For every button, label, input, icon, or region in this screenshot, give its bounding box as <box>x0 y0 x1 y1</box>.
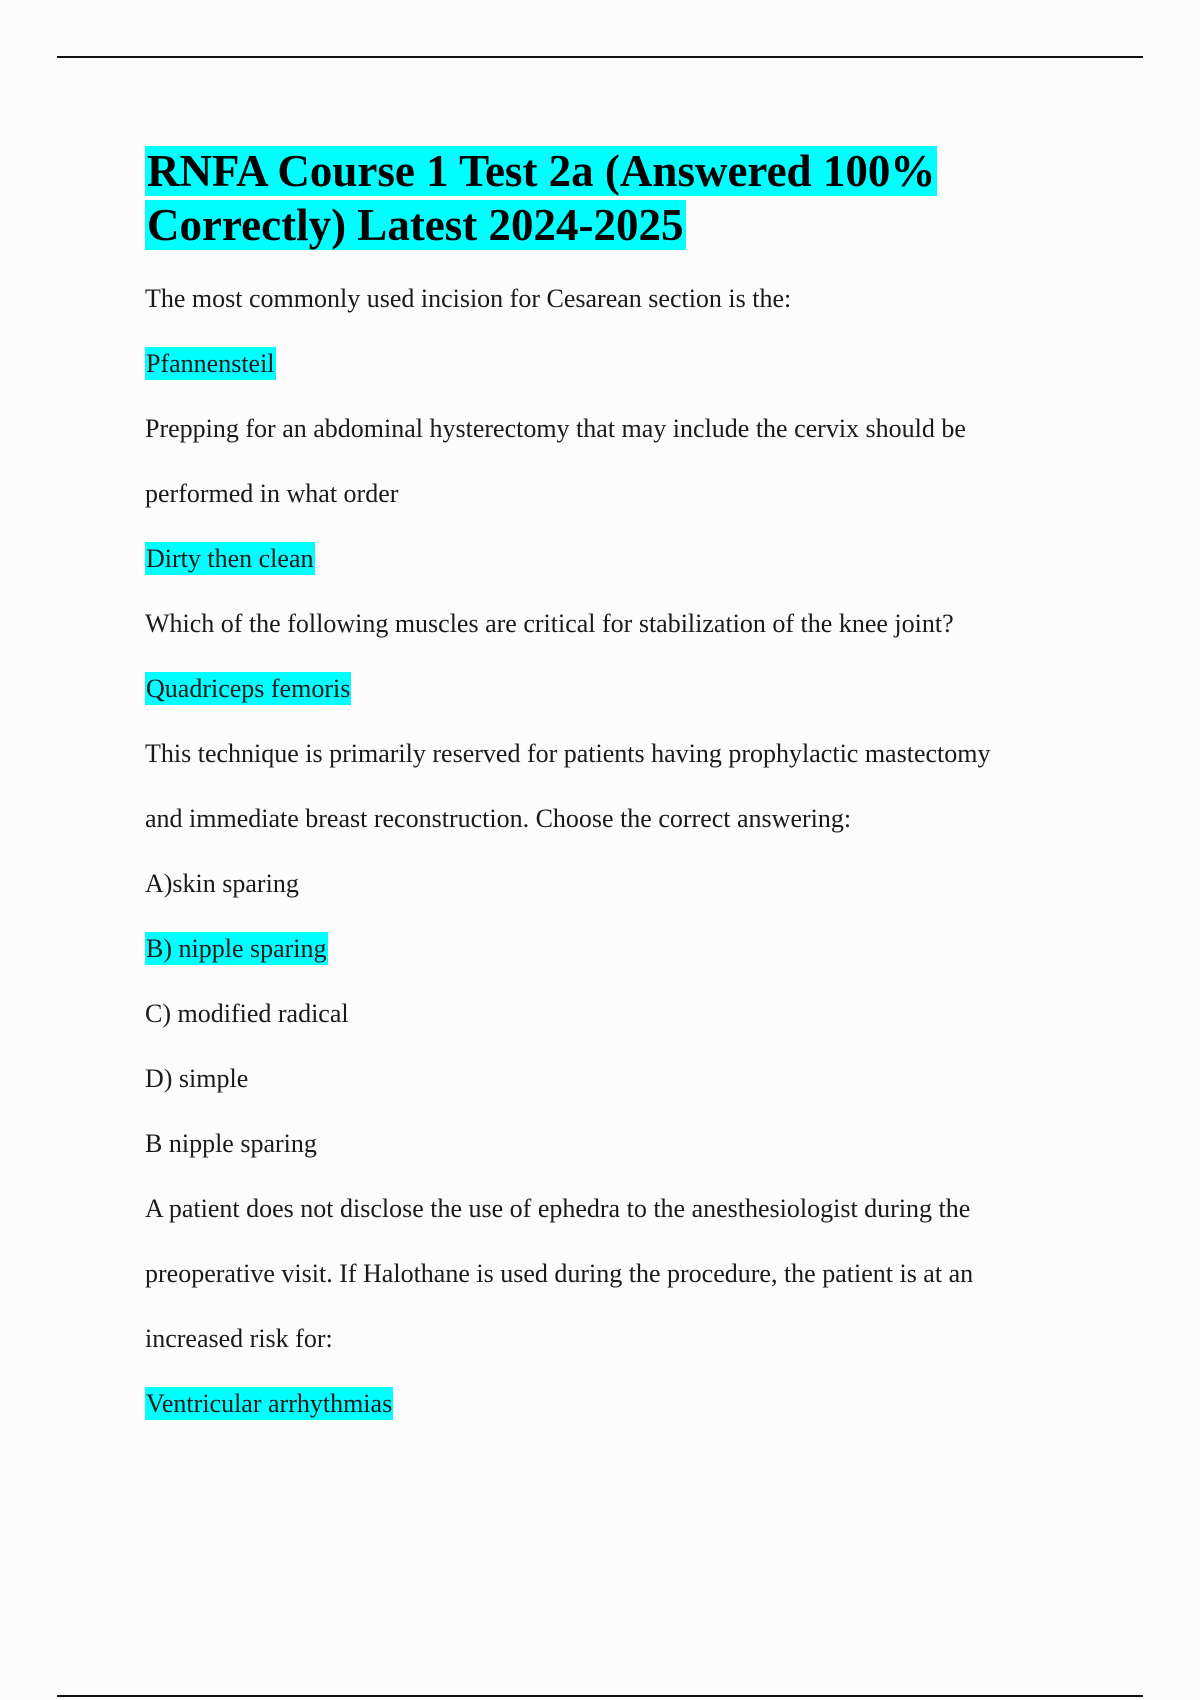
answer-highlight: Pfannensteil <box>146 349 275 378</box>
option-a: A)skin sparing <box>145 869 299 898</box>
answer-1 <box>145 331 1105 396</box>
answer-3 <box>145 656 1105 721</box>
question-3: Which of the following muscles are critical for stabilization of the knee joint? <box>145 609 954 638</box>
question-2-line-2: performed in what order <box>145 479 399 508</box>
question-4-line-2: and immediate breast reconstruction. Choose the correct answering: <box>145 804 852 833</box>
question-list <box>145 266 1105 1436</box>
title-highlight: RNFA Course 1 Test 2a (Answered 100% Correctly) Latest 2024-2025 <box>147 146 936 250</box>
footer-rule <box>57 1695 1143 1697</box>
question-5-line-2: preoperative visit. If Halothane is used during the procedure, the patient is at an <box>145 1259 974 1288</box>
answer-highlight: Dirty then clean <box>146 544 314 573</box>
answer-5 <box>145 1371 1105 1436</box>
question-5-line-3: increased risk for: <box>145 1324 333 1353</box>
answer-4: B nipple sparing <box>145 1129 317 1158</box>
question-4-line-1: This technique is primarily reserved for patients having prophylactic mastectomy <box>145 739 991 768</box>
question-1: The most commonly used incision for Cesarean section is the: <box>145 284 792 313</box>
answer-highlight: B) nipple sparing <box>146 934 327 963</box>
answer-2 <box>145 526 1105 591</box>
option-d: D) simple <box>145 1064 249 1093</box>
question-5-line-1: A patient does not disclose the use of ephedra to the anesthesiologist during the <box>145 1194 971 1223</box>
document-body <box>145 144 1105 1436</box>
question-2-line-1: Prepping for an abdominal hysterectomy that may include the cervix should be <box>145 414 966 443</box>
header-rule <box>57 56 1143 58</box>
answer-highlight: Quadriceps femoris <box>146 674 351 703</box>
answer-highlight: Ventricular arrhythmias <box>146 1389 393 1418</box>
option-c: C) modified radical <box>145 999 349 1028</box>
document-title <box>145 144 1105 252</box>
option-b <box>145 916 1105 981</box>
